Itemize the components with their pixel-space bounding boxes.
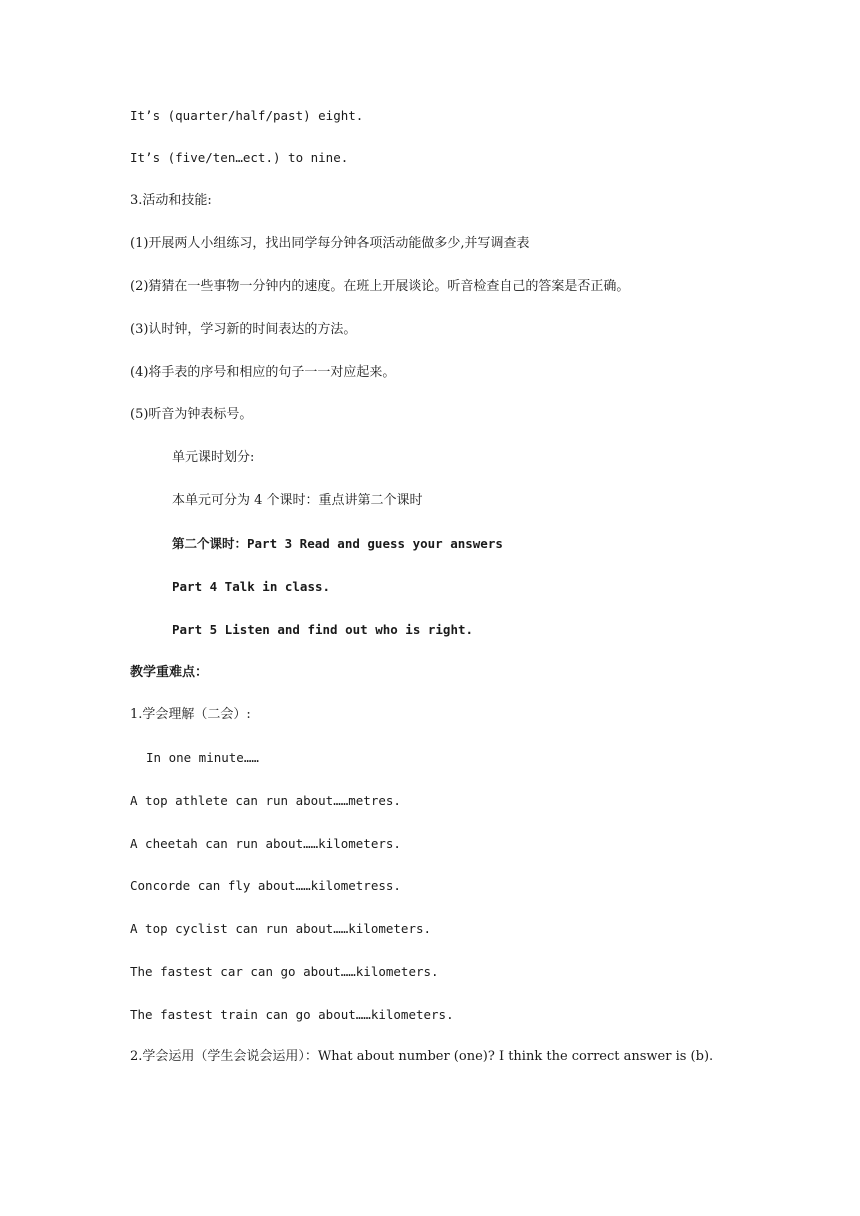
lesson-part-4: Part 4 Talk in class. bbox=[172, 579, 331, 594]
activity-item-5: (5)听音为钟表标号。 bbox=[130, 407, 253, 422]
activity-item-4: (4)将手表的序号和相应的句子一一对应起来。 bbox=[130, 365, 396, 380]
unit-schedule-heading: 单元课时划分: bbox=[172, 450, 255, 465]
section-heading-activities: 3.活动和技能: bbox=[130, 193, 212, 208]
sentence-pattern-cheetah: A cheetah can run about……kilometers. bbox=[130, 836, 401, 851]
sentence-pattern-concorde: Concorde can fly about……kilometress. bbox=[130, 878, 401, 893]
sentence-pattern-car: The fastest car can go about……kilometers. bbox=[130, 964, 439, 979]
activity-item-1: (1)开展两人小组练习，找出同学每分钟各项活动能做多少,并写调查表 bbox=[130, 236, 530, 251]
time-expression-line-1: It’s (quarter/half/past) eight. bbox=[130, 108, 364, 123]
time-expression-line-2: It’s (five/ten…ect.) to nine. bbox=[130, 150, 349, 165]
activity-item-2: (2)猜猜在一些事物一分钟内的速度。在班上开展谈论。听音检查自己的答案是否正确。 bbox=[130, 279, 630, 294]
unit-schedule-summary: 本单元可分为 4 个课时：重点讲第二个课时 bbox=[172, 493, 423, 508]
activity-item-3: (3)认时钟，学习新的时间表达的方法。 bbox=[130, 322, 357, 337]
sentence-pattern-intro: In one minute…… bbox=[146, 750, 259, 765]
sentence-pattern-train: The fastest train can go about……kilometers. bbox=[130, 1007, 454, 1022]
lesson-part-5: Part 5 Listen and find out who is right. bbox=[172, 622, 474, 637]
lesson-part-3: 第二个课时：Part 3 Read and guess your answers bbox=[172, 536, 503, 551]
understanding-heading: 1.学会理解（二会）: bbox=[130, 707, 251, 722]
sentence-pattern-cyclist: A top cyclist can run about……kilometers. bbox=[130, 921, 432, 936]
application-heading: 2.学会运用（学生会说会运用）：What about number (one)? I think the correct answer is (b). bbox=[130, 1049, 714, 1064]
key-points-heading: 教学重难点： bbox=[130, 665, 209, 680]
sentence-pattern-athlete: A top athlete can run about……metres. bbox=[130, 793, 401, 808]
